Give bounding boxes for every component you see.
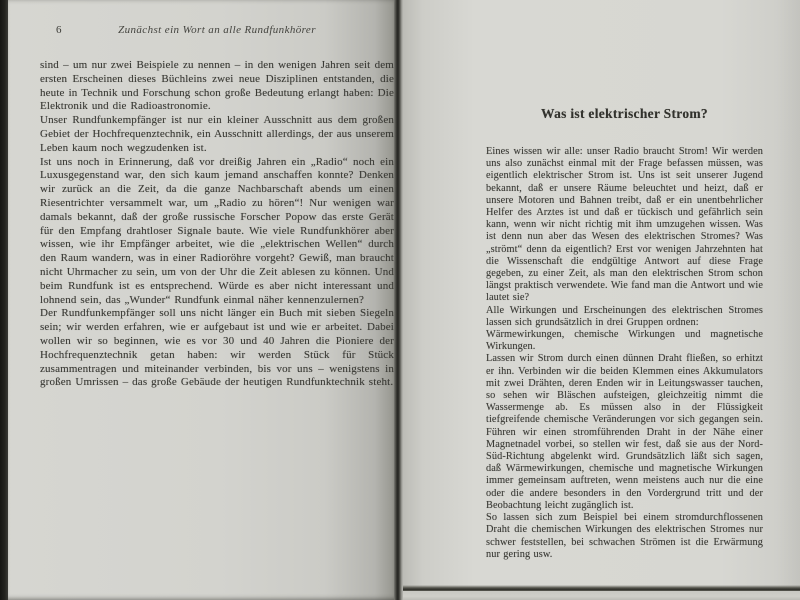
book-left-edge — [0, 0, 8, 600]
left-page-body — [40, 59, 394, 390]
paragraph: Lassen wir Strom durch einen dünnen Draht fließen, so erhitzt er ihn. Verbinden wir die beiden Klemmen eines Akkumulators mit zwei Drähten, deren Enden wir in Leitungswasser tauchen, so sehen wir Bläschen aufsteigen, gleichzeitig nimmt die Wassermenge ab. Es müssen also in der Flüssigkeit tiefgreifende chemische Veränderungen vor sich gegangen sein. Führen wir einen stromführenden Draht in der Nähe einer Magnetnadel vorbei, so stellen wir fest, daß sie aus der Nord-Süd-Richtung abgelenkt wird. Grundsätzlich läßt sich sagen, daß Wärmewirkungen, chemische und magnetische Wirkungen immer gemeinsam auftreten, wenn meistens auch nur die eine oder die andere besonders in den Vordergrund tritt und der Beobachtung leicht zugänglich ist. — [486, 353, 763, 511]
paragraph: Unser Rundfunkempfänger ist nur ein kleiner Ausschnitt aus dem großen Gebiet der Hochfrequenztechnik, ein Ausschnitt allerdings, der aus unserem Leben kaum noch wegzudenken ist. — [40, 114, 394, 154]
paragraph: So lassen sich zum Beispiel bei einem stromdurchflossenen Draht die chemischen Wirkungen des elektrischen Stromes nur schwer feststellen, bei schwachen Strömen ist die Erwärmung nur gering usw. — [486, 512, 763, 560]
paragraph: sind – um nur zwei Beispiele zu nennen – in den wenigen Jahren seit dem ersten Erscheinen dieses Büchleins zwei neue Disziplinen entstanden, die heute in Technik und Forschung schon große Bedeutung erlangt haben: Die Elektronik und die Radioastronomie. — [40, 59, 394, 113]
page-under-edge — [403, 591, 800, 600]
left-page-content — [40, 24, 394, 390]
page-number: 6 — [56, 24, 62, 36]
book-gutter — [394, 0, 403, 600]
right-page-content — [486, 106, 763, 561]
paragraph: Eines wissen wir alle: unser Radio braucht Strom! Wir werden uns also zunächst einmal mit der Frage befassen müssen, was eigentlich elektrischer Strom ist. Uns ist seit unserer Jugend bekannt, daß er unsere Räume beleuchtet und heizt, daß er unsere Motoren und Bahnen treibt, daß er ein unentbehrlicher Helfer des Arztes ist und daß er tückisch und gefährlich sein kann, wenn wir nicht richtig mit ihm umzugehen wissen. Was ist denn nun aber das Wesen des elektrischen Stromes? Was „strömt“ denn da eigentlich? Erst vor wenigen Jahrzehnten hat die Wissenschaft die endgültige Antwort auf diese Frage gegeben, zu einer Zeit, als man den elektrischen Strom schon längst praktisch verwendete. Wie fand man die Antwort und wie lautet sie? — [486, 146, 763, 304]
right-page-body — [486, 146, 763, 561]
chapter-heading: Was ist elektrischer Strom? — [541, 106, 708, 121]
right-page — [403, 0, 800, 600]
paragraph: Alle Wirkungen und Erscheinungen des elektrischen Stromes lassen sich grundsätzlich in drei Gruppen ordnen: — [486, 304, 763, 328]
paragraph: Wärmewirkungen, chemische Wirkungen und magnetische Wirkungen. — [486, 329, 763, 353]
paragraph: Der Rundfunkempfänger soll uns nicht länger ein Buch mit sieben Siegeln sein; wir werden erfahren, wie er aufgebaut ist und wie er arbeitet. Dabei wollen wir so beginnen, wie es vor 30 und 40 Jahren die Pioniere der Hochfrequenztechnik getan haben: wir werden Stück für Stück zusammentragen und miteinander verbinden, bis vor uns – wenigstens in großen Umrissen – das große Gebäude der heutigen Rundfunktechnik steht. — [40, 307, 394, 389]
running-header: Zunächst ein Wort an alle Rundfunkhörer — [118, 24, 316, 36]
left-page — [8, 0, 394, 600]
paragraph: Ist uns noch in Erinnerung, daß vor dreißig Jahren ein „Radio“ noch ein Luxusgegenstand war, den sich kaum jemand anschaffen konnte? Denken wir zurück an die Zeit, da die ganze Nachbarschaft abends um einen Riesentrichter versammelt war, um „Radio zu hören“! Nur wenigen war damals bekannt, daß der große russische Forscher Popow das erste Gerät für den Empfang drahtloser Signale baute. Wie viele Rundfunkhörer aber wissen, wie ihr Empfänger arbeitet, wie die „elektrischen Wellen“ durch den Raum wandern, was in einer Radioröhre vorgeht? Gewiß, man braucht nicht Uhrmacher zu sein, um von der Uhr die Zeit ablesen zu können. Und beim Rundfunk ist es entsprechend. Würde es aber nicht interessant und lohnend sein, das „Wunder“ Rundfunk einmal näher kennenzulernen? — [40, 155, 394, 306]
left-page-header — [40, 24, 394, 39]
